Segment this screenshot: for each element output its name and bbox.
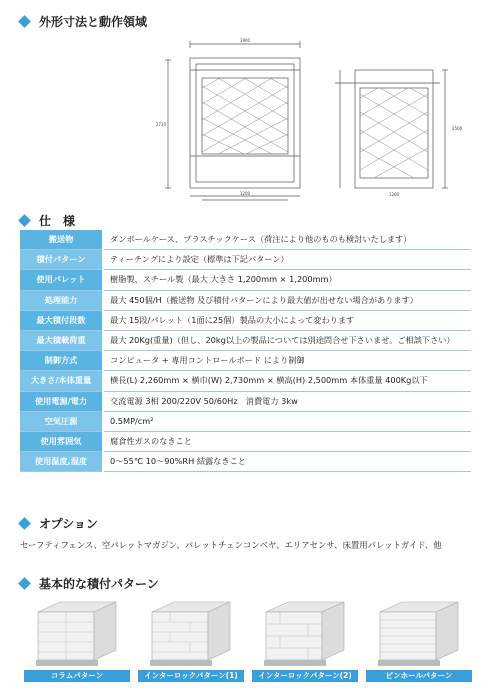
dimension-diagram	[155, 38, 463, 203]
section-title-options	[20, 515, 98, 532]
spec-value: 交流電源 3相 200/220V 50/60Hz 消費電力 3kw	[103, 391, 471, 411]
spec-value: 最大 450個/H（搬送物 及び積付パターンにより最大値が出せない場合があります）	[103, 290, 471, 310]
spec-key: 最大積載荷重	[20, 330, 103, 350]
dim-right: 2500	[452, 126, 463, 131]
spec-value: ティーチングにより設定（標準は下記パターン）	[103, 250, 471, 270]
spec-key: 積付パターン	[20, 250, 103, 270]
spec-value: 樹脂製、スチール製（最大 大きさ 1,200mm × 1,200mm）	[103, 270, 471, 290]
section-title-patterns	[20, 575, 159, 592]
spec-value: コンピュータ + 専用コントロールボード により制御	[103, 351, 471, 371]
spec-value: 腐食性ガスのなきこと	[103, 431, 471, 451]
spec-value: ダンボールケース、プラスチックケース（荷注により他のものも検討いたします）	[103, 230, 471, 250]
options-text: セーフティフェンス、空パレットマガジン、パレットチェンコンベヤ、エリアセンサ、床置用パレットガイド、他	[20, 540, 442, 550]
spec-key: 空気圧源	[20, 411, 103, 431]
diamond-icon	[18, 517, 31, 530]
pattern-label: インターロックパターン(1)	[138, 670, 244, 682]
diamond-icon	[18, 577, 31, 590]
patterns-title: 基本的な積付パターン	[39, 577, 159, 591]
spec-value: 横長(L) 2,260mm × 横巾(W) 2,730mm × 横高(H) 2,500mm 本体重量 400Kg以下	[103, 371, 471, 391]
spec-key: 搬送物	[20, 230, 103, 250]
pattern-label: コラムパターン	[24, 670, 130, 682]
pattern-interlock-2	[252, 598, 358, 688]
pallet-stack-image	[366, 598, 472, 670]
diamond-icon	[18, 15, 31, 28]
spec-title: 仕 様	[39, 214, 76, 228]
spec-value: 0.5MP/cm²	[103, 411, 471, 431]
spec-key: 使用パレット	[20, 270, 103, 290]
pattern-pinwheel	[366, 598, 472, 688]
spec-row	[20, 351, 471, 371]
spec-value: 最大 20Kg(重量)（但し、20kg以上の製品については別途問合せ下さいませ。ご相談下さい）	[103, 330, 471, 350]
spec-row	[20, 411, 471, 431]
spec-key: 使用雰囲気	[20, 431, 103, 451]
pattern-column	[24, 598, 130, 688]
spec-row	[20, 330, 471, 350]
dim-left: 2730	[155, 122, 166, 127]
spec-row	[20, 452, 471, 472]
spec-row	[20, 230, 471, 250]
spec-key: 処理能力	[20, 290, 103, 310]
pallet-stack-image	[24, 598, 130, 670]
pallet-stack-image	[138, 598, 244, 670]
spec-row	[20, 391, 471, 411]
pattern-label: ピンホールパターン	[366, 670, 472, 682]
spec-key: 大きさ/本体重量	[20, 371, 103, 391]
spec-row	[20, 250, 471, 270]
spec-row	[20, 310, 471, 330]
spec-key: 制御方式	[20, 351, 103, 371]
options-title: オプション	[39, 517, 98, 531]
pattern-label: インターロックパターン(2)	[252, 670, 358, 682]
dim-bottom-2: 1200	[388, 192, 400, 197]
section-title-dimensions	[20, 13, 147, 30]
dim-top: 1900	[239, 38, 251, 43]
diamond-icon	[18, 214, 31, 227]
spec-key: 使用温度,湿度	[20, 452, 103, 472]
spec-table	[20, 230, 471, 472]
spec-row	[20, 371, 471, 391]
spec-row	[20, 270, 471, 290]
spec-row	[20, 431, 471, 451]
dim-bottom-1: 1200	[239, 191, 251, 196]
spec-value: 最大 15段/パレット（1面に25個）製品の大小によって変わります	[103, 310, 471, 330]
pattern-interlock-1	[138, 598, 244, 688]
pallet-stack-image	[252, 598, 358, 670]
spec-key: 使用電源/電力	[20, 391, 103, 411]
section-title-spec	[20, 212, 75, 229]
dimensions-title: 外形寸法と動作領域	[39, 15, 148, 29]
spec-key: 最大積付段数	[20, 310, 103, 330]
spec-value: 0〜55℃ 10〜90%RH 結露なきこと	[103, 452, 471, 472]
spec-row	[20, 290, 471, 310]
